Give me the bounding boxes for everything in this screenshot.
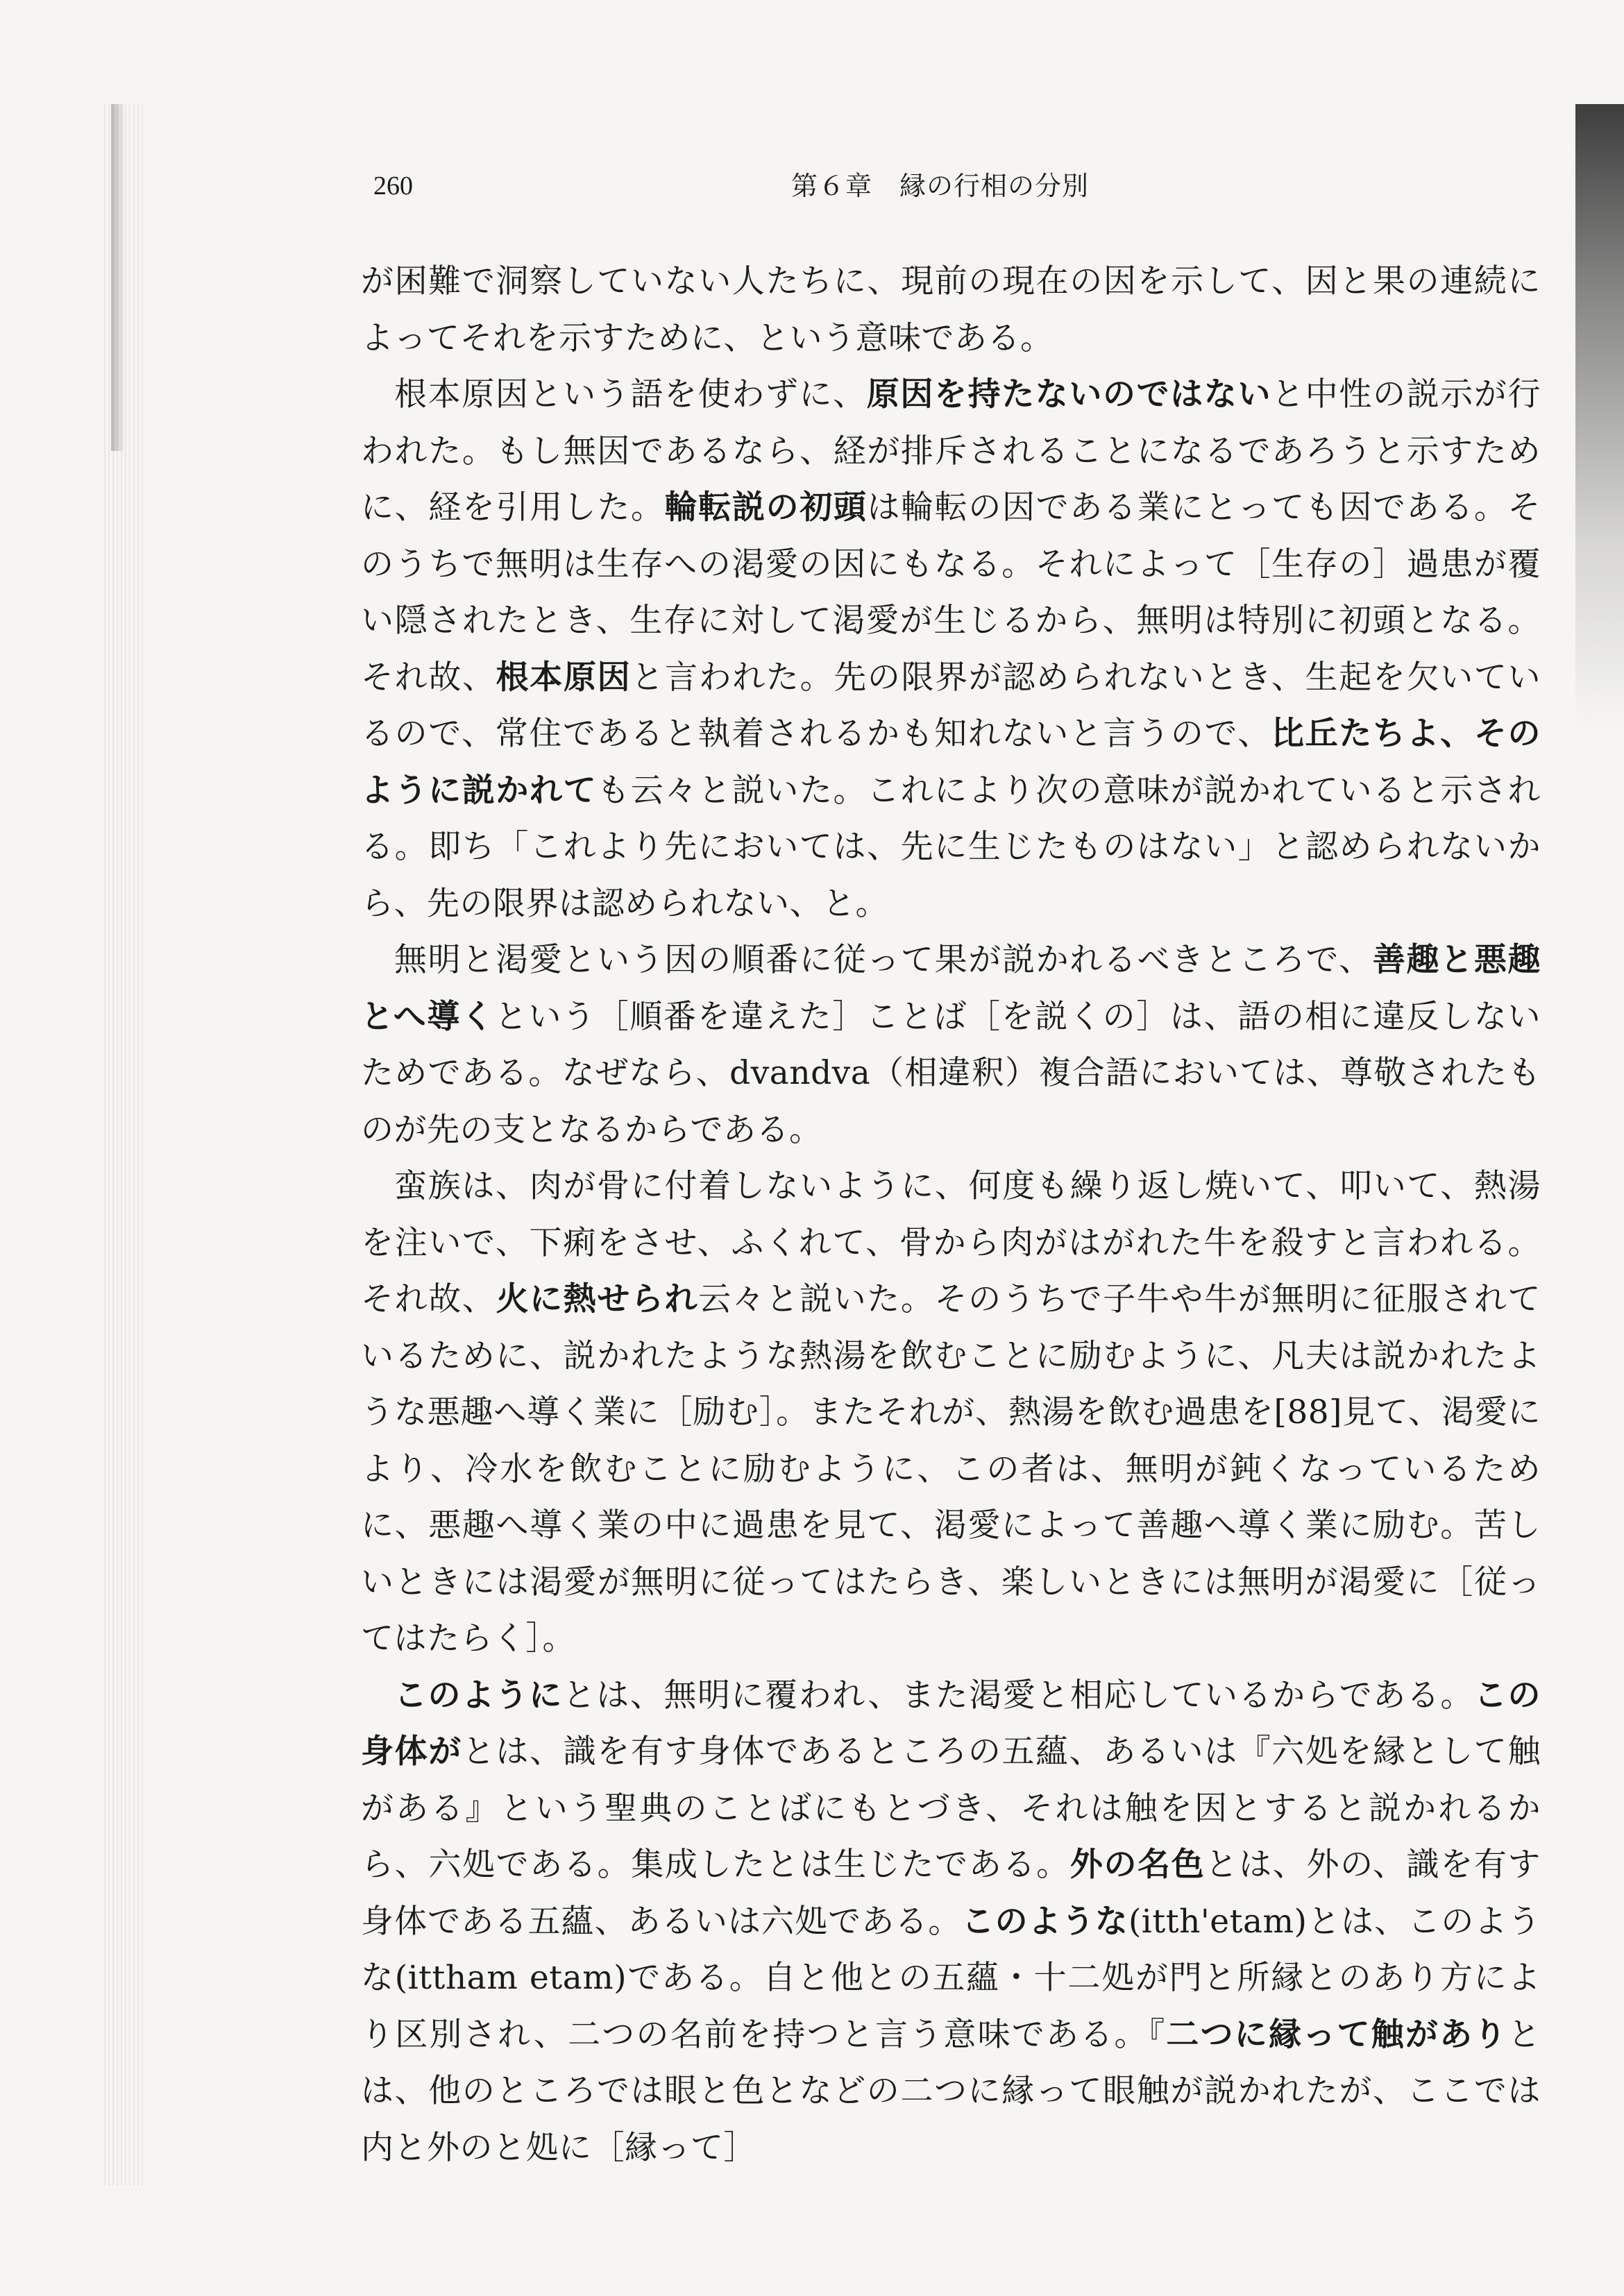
bold-term: このような (961, 1902, 1128, 1941)
bold-term: 輪転説の初頭 (664, 488, 868, 527)
paragraph (361, 932, 1541, 1158)
text-segment: 蛮族は、肉が骨に付着しないように、何度も繰り返し焼いて、叩いて、熱湯を注いで、下痢をさせ、ふくれて、骨から肉がはがれた牛を殺すと言われる。それ故、 (361, 1167, 1541, 1318)
text-segment: 云々と説いた。そのうちで子牛や牛が無明に征服されているために、説かれたような熱湯を飲むことに励むように、凡夫は説かれたような悪趣へ導く業に［励む］。またそれが、熱湯を飲む過患を[88]見て、渇愛により、冷水を飲むことに励むように、この者は、無明が鈍くなっているために、悪趣へ導く業の中に過患を見て、渇愛によって善趣へ導く業に励む。苦しいときには渇愛が無明に従ってはたらき、楽しいときには無明が渇愛に［従ってはたらく］。 (361, 1280, 1541, 1658)
bold-term: 原因を持たないのではない (866, 375, 1272, 414)
scan-edge-left-shadow (111, 104, 124, 451)
bold-term: 善趣と悪趣とへ導く (361, 941, 1541, 1036)
bold-term: 二つに縁って触があり (1166, 2015, 1508, 2054)
text-segment: は輪転の因である業にとっても因である。そのうちで無明は生存への渇愛の因にもなる。それによって［生存の］過患が覆い隠されたとき、生存に対して渇愛が生じるから、無明は特別に初頭となる。それ故、 (361, 488, 1541, 697)
paragraph (361, 366, 1541, 932)
page-number: 260 (373, 171, 413, 201)
bold-term: 比丘たちよ、そのように説かれて (361, 715, 1541, 810)
bold-term: このように (394, 1676, 563, 1715)
text-segment: とは、外の、識を有す身体である五蘊、あるいは六処である。 (361, 1846, 1541, 1941)
text-segment: と言われた。先の限界が認められないとき、生起を欠いているので、常住であると執着されるかも知れないと言うので、 (361, 658, 1541, 753)
text-segment: という［順番を違えた］ことば［を説くの］は、語の相に違反しないためである。なぜなら、dvandva（相違釈）複合語においては、尊敬されたものが先の支となるからである。 (361, 997, 1541, 1149)
text-segment: (itth'etam)とは、このような(ittham etam)である。自と他との五蘊・十二処が門と所縁とのあり方により区別され、二つの名前を持つと言う意味である。『 (361, 1902, 1541, 2054)
body-text (361, 253, 1541, 2176)
text-segment: とは、無明に覆われ、また渇愛と相応しているからである。 (562, 1676, 1474, 1715)
text-segment: が困難で洞察していない人たちに、現前の現在の因を示して、因と果の連続によってそれを示すために、という意味である。 (361, 262, 1541, 357)
bold-term: 外の名色 (1069, 1846, 1206, 1884)
text-segment: も云々と説いた。これにより次の意味が説かれていると示される。即ち「これより先においては、先に生じたものはない」と認められないから、先の限界は認められない、と。 (361, 771, 1541, 923)
page-header (0, 165, 1624, 207)
text-segment: とは、識を有す身体であるところの五蘊、あるいは『六処を縁として触がある』という聖典のことばにもとづき、それは触を因とすると説かれるから、六処である。集成したとは生じたである。 (361, 1733, 1541, 1884)
scan-edge-left (104, 104, 146, 2186)
paragraph (361, 1667, 1541, 2177)
paragraph (361, 1158, 1541, 1667)
text-segment: 根本原因という語を使わずに、 (394, 375, 867, 414)
bold-term: この身体が (361, 1676, 1541, 1771)
text-segment: とは、他のところでは眼と色となどの二つに縁って眼触が説かれたが、ここでは内と外のと処に［縁って］ (361, 2015, 1541, 2167)
paragraph (361, 253, 1541, 366)
bold-term: 火に熱せられ (496, 1280, 699, 1318)
text-segment: 無明と渇愛という因の順番に従って果が説かれるべきところで、 (394, 941, 1373, 979)
text-segment: と中性の説示が行われた。もし無因であるなら、経が排斥されることになるであろうと示すために、経を引用した。 (361, 375, 1541, 527)
bold-term: 根本原因 (496, 658, 632, 697)
running-head: 第６章 縁の行相の分別 (791, 171, 1090, 201)
